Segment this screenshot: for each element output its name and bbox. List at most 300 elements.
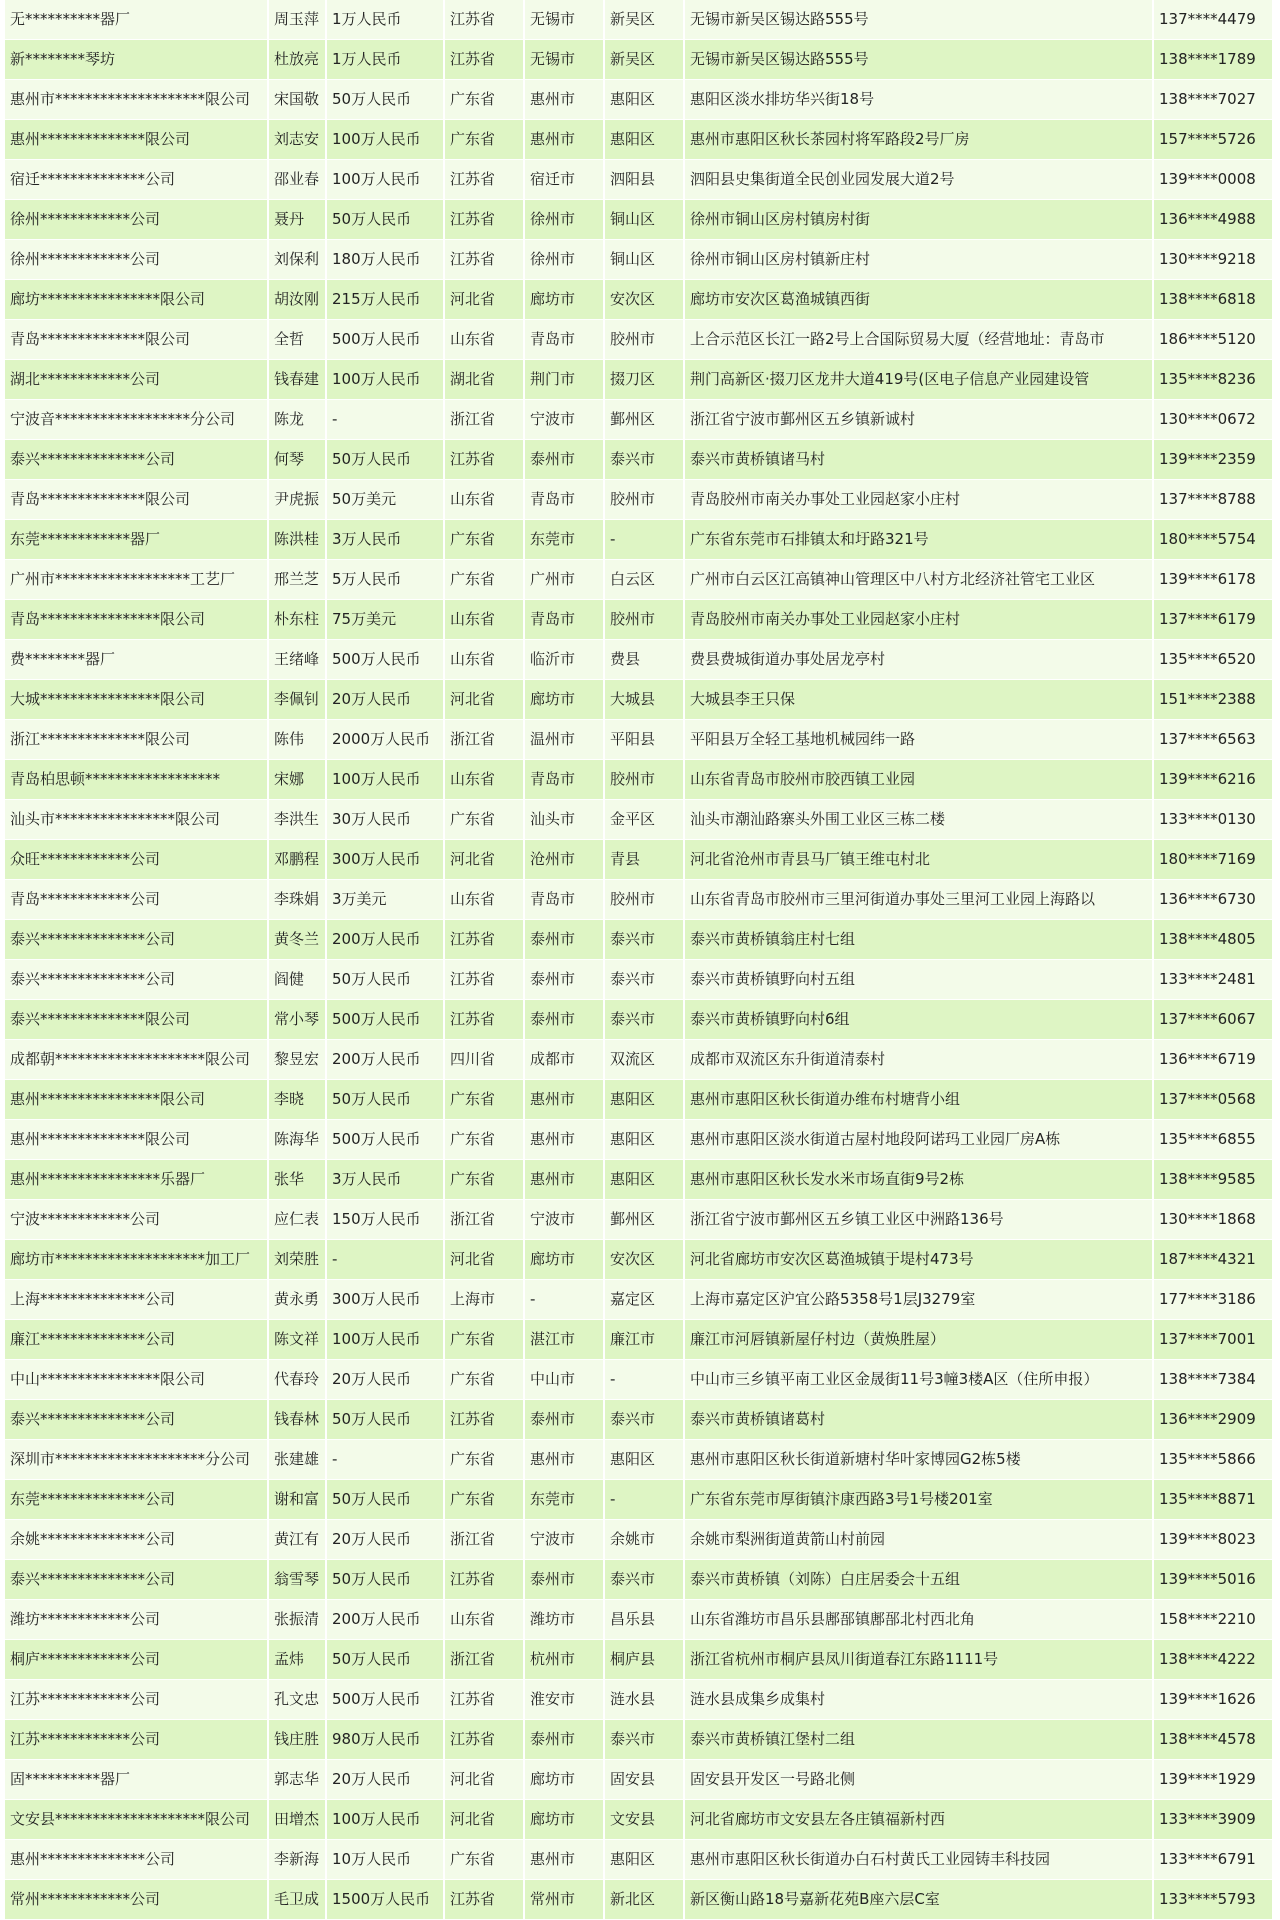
legal-person-cell: 张华 bbox=[268, 1160, 326, 1200]
legal-person-cell: 张建雄 bbox=[268, 1440, 326, 1480]
legal-person-cell: 宋国敬 bbox=[268, 80, 326, 120]
address-cell: 余姚市梨洲街道黄箭山村前园 bbox=[684, 1520, 1153, 1560]
company-name-cell: 泰兴**************限公司 bbox=[5, 1000, 268, 1040]
table-row bbox=[5, 1160, 1273, 1200]
phone-cell: 138****6818 bbox=[1153, 280, 1273, 320]
company-name-cell: 青岛**************限公司 bbox=[5, 480, 268, 520]
city-cell: 廊坊市 bbox=[524, 1760, 604, 1800]
province-cell: 山东省 bbox=[444, 760, 524, 800]
company-name-cell: 廊坊****************限公司 bbox=[5, 280, 268, 320]
district-cell: 胶州市 bbox=[604, 880, 684, 920]
legal-person-cell: 全哲 bbox=[268, 320, 326, 360]
table-row bbox=[5, 360, 1273, 400]
province-cell: 河北省 bbox=[444, 1760, 524, 1800]
phone-cell: 137****6563 bbox=[1153, 720, 1273, 760]
district-cell: 鄞州区 bbox=[604, 1200, 684, 1240]
company-name-cell: 宿迁**************公司 bbox=[5, 160, 268, 200]
district-cell: 泰兴市 bbox=[604, 1400, 684, 1440]
table-row bbox=[5, 1520, 1273, 1560]
registered-capital-cell: 500万人民币 bbox=[326, 1000, 444, 1040]
province-cell: 江苏省 bbox=[444, 920, 524, 960]
registered-capital-cell: 20万人民币 bbox=[326, 1760, 444, 1800]
company-name-cell: 泰兴**************公司 bbox=[5, 920, 268, 960]
phone-cell: 135****8871 bbox=[1153, 1480, 1273, 1520]
phone-cell: 130****0672 bbox=[1153, 400, 1273, 440]
company-name-cell: 江苏************公司 bbox=[5, 1680, 268, 1720]
city-cell: 惠州市 bbox=[524, 1080, 604, 1120]
registered-capital-cell: 1500万人民币 bbox=[326, 1880, 444, 1920]
city-cell: 青岛市 bbox=[524, 880, 604, 920]
city-cell: 徐州市 bbox=[524, 240, 604, 280]
district-cell: 惠阳区 bbox=[604, 120, 684, 160]
address-cell: 费县费城街道办事处居龙亭村 bbox=[684, 640, 1153, 680]
company-name-cell: 上海**************公司 bbox=[5, 1280, 268, 1320]
table-row bbox=[5, 120, 1273, 160]
address-cell: 上合示范区长江一路2号上合国际贸易大厦（经营地址：青岛市 bbox=[684, 320, 1153, 360]
phone-cell: 137****0568 bbox=[1153, 1080, 1273, 1120]
legal-person-cell: 钱庄胜 bbox=[268, 1720, 326, 1760]
province-cell: 广东省 bbox=[444, 1160, 524, 1200]
district-cell: 金平区 bbox=[604, 800, 684, 840]
city-cell: 惠州市 bbox=[524, 1120, 604, 1160]
registered-capital-cell: 20万人民币 bbox=[326, 1360, 444, 1400]
province-cell: 湖北省 bbox=[444, 360, 524, 400]
company-name-cell: 青岛柏思顿****************** bbox=[5, 760, 268, 800]
province-cell: 浙江省 bbox=[444, 1520, 524, 1560]
table-row bbox=[5, 1080, 1273, 1120]
company-name-cell: 惠州市********************限公司 bbox=[5, 80, 268, 120]
city-cell: 泰州市 bbox=[524, 1560, 604, 1600]
phone-cell: 139****5016 bbox=[1153, 1560, 1273, 1600]
registered-capital-cell: 20万人民币 bbox=[326, 1520, 444, 1560]
district-cell: 廉江市 bbox=[604, 1320, 684, 1360]
city-cell: 广州市 bbox=[524, 560, 604, 600]
address-cell: 河北省廊坊市安次区葛渔城镇于堤村473号 bbox=[684, 1240, 1153, 1280]
city-cell: 泰州市 bbox=[524, 440, 604, 480]
province-cell: 河北省 bbox=[444, 840, 524, 880]
province-cell: 广东省 bbox=[444, 800, 524, 840]
company-name-cell: 徐州************公司 bbox=[5, 200, 268, 240]
phone-cell: 139****8023 bbox=[1153, 1520, 1273, 1560]
province-cell: 浙江省 bbox=[444, 400, 524, 440]
province-cell: 河北省 bbox=[444, 680, 524, 720]
address-cell: 泰兴市黄桥镇诸马村 bbox=[684, 440, 1153, 480]
company-name-cell: 无**********器厂 bbox=[5, 0, 268, 40]
address-cell: 泰兴市黄桥镇翁庄村七组 bbox=[684, 920, 1153, 960]
legal-person-cell: 谢和富 bbox=[268, 1480, 326, 1520]
city-cell: 泰州市 bbox=[524, 1000, 604, 1040]
table-row bbox=[5, 1360, 1273, 1400]
city-cell: 泰州市 bbox=[524, 1720, 604, 1760]
province-cell: 广东省 bbox=[444, 1360, 524, 1400]
address-cell: 成都市双流区东升街道清泰村 bbox=[684, 1040, 1153, 1080]
province-cell: 四川省 bbox=[444, 1040, 524, 1080]
phone-cell: 137****8788 bbox=[1153, 480, 1273, 520]
province-cell: 河北省 bbox=[444, 1240, 524, 1280]
legal-person-cell: 应仁表 bbox=[268, 1200, 326, 1240]
phone-cell: 136****6730 bbox=[1153, 880, 1273, 920]
district-cell: 新吴区 bbox=[604, 40, 684, 80]
district-cell: 惠阳区 bbox=[604, 1440, 684, 1480]
city-cell: 湛江市 bbox=[524, 1320, 604, 1360]
district-cell: 昌乐县 bbox=[604, 1600, 684, 1640]
province-cell: 江苏省 bbox=[444, 1000, 524, 1040]
city-cell: 无锡市 bbox=[524, 40, 604, 80]
company-name-cell: 成都朝********************限公司 bbox=[5, 1040, 268, 1080]
phone-cell: 138****4222 bbox=[1153, 1640, 1273, 1680]
district-cell: 费县 bbox=[604, 640, 684, 680]
registered-capital-cell: 3万美元 bbox=[326, 880, 444, 920]
address-cell: 汕头市潮汕路寨头外围工业区三栋二楼 bbox=[684, 800, 1153, 840]
table-row bbox=[5, 1480, 1273, 1520]
registered-capital-cell: 300万人民币 bbox=[326, 840, 444, 880]
district-cell: 固安县 bbox=[604, 1760, 684, 1800]
province-cell: 山东省 bbox=[444, 600, 524, 640]
legal-person-cell: 毛卫成 bbox=[268, 1880, 326, 1920]
address-cell: 广东省东莞市厚街镇汴康西路3号1号楼201室 bbox=[684, 1480, 1153, 1520]
district-cell: 青县 bbox=[604, 840, 684, 880]
phone-cell: 135****6855 bbox=[1153, 1120, 1273, 1160]
address-cell: 中山市三乡镇平南工业区金晟街11号3幢3楼A区（住所申报） bbox=[684, 1360, 1153, 1400]
province-cell: 江苏省 bbox=[444, 1880, 524, 1920]
phone-cell: 133****0130 bbox=[1153, 800, 1273, 840]
table-row bbox=[5, 1400, 1273, 1440]
address-cell: 廉江市河唇镇新屋仔村边（黄焕胜屋） bbox=[684, 1320, 1153, 1360]
legal-person-cell: 朴东柱 bbox=[268, 600, 326, 640]
district-cell: 泰兴市 bbox=[604, 920, 684, 960]
district-cell: 泰兴市 bbox=[604, 960, 684, 1000]
district-cell: 铜山区 bbox=[604, 240, 684, 280]
legal-person-cell: 聂丹 bbox=[268, 200, 326, 240]
registered-capital-cell: 500万人民币 bbox=[326, 320, 444, 360]
legal-person-cell: 尹虎振 bbox=[268, 480, 326, 520]
registered-capital-cell: 50万人民币 bbox=[326, 1560, 444, 1600]
city-cell: 常州市 bbox=[524, 1880, 604, 1920]
district-cell: 涟水县 bbox=[604, 1680, 684, 1720]
address-cell: 平阳县万全轻工基地机械园纬一路 bbox=[684, 720, 1153, 760]
table-row bbox=[5, 960, 1273, 1000]
legal-person-cell: 阎健 bbox=[268, 960, 326, 1000]
address-cell: 山东省潍坊市昌乐县鄌郚镇鄌郚北村西北角 bbox=[684, 1600, 1153, 1640]
address-cell: 大城县李王只保 bbox=[684, 680, 1153, 720]
district-cell: 泰兴市 bbox=[604, 440, 684, 480]
table-row bbox=[5, 720, 1273, 760]
legal-person-cell: 邓鹏程 bbox=[268, 840, 326, 880]
district-cell: 胶州市 bbox=[604, 480, 684, 520]
city-cell: 青岛市 bbox=[524, 320, 604, 360]
address-cell: 惠州市惠阳区秋长街道办白石村黄氏工业园铸丰科技园 bbox=[684, 1840, 1153, 1880]
legal-person-cell: 孟炜 bbox=[268, 1640, 326, 1680]
table-row bbox=[5, 1560, 1273, 1600]
city-cell: 惠州市 bbox=[524, 80, 604, 120]
registered-capital-cell: 20万人民币 bbox=[326, 680, 444, 720]
company-name-cell: 众旺************公司 bbox=[5, 840, 268, 880]
legal-person-cell: 黎昱宏 bbox=[268, 1040, 326, 1080]
city-cell: 惠州市 bbox=[524, 120, 604, 160]
company-name-cell: 桐庐************公司 bbox=[5, 1640, 268, 1680]
legal-person-cell: 刘荣胜 bbox=[268, 1240, 326, 1280]
table-row bbox=[5, 880, 1273, 920]
phone-cell: 180****7169 bbox=[1153, 840, 1273, 880]
phone-cell: 151****2388 bbox=[1153, 680, 1273, 720]
city-cell: 廊坊市 bbox=[524, 280, 604, 320]
province-cell: 江苏省 bbox=[444, 240, 524, 280]
city-cell: 惠州市 bbox=[524, 1160, 604, 1200]
address-cell: 河北省沧州市青县马厂镇王维屯村北 bbox=[684, 840, 1153, 880]
table-row bbox=[5, 520, 1273, 560]
phone-cell: 133****6791 bbox=[1153, 1840, 1273, 1880]
address-cell: 徐州市铜山区房村镇房村街 bbox=[684, 200, 1153, 240]
registered-capital-cell: 100万人民币 bbox=[326, 120, 444, 160]
registered-capital-cell: 500万人民币 bbox=[326, 1680, 444, 1720]
company-name-cell: 徐州************公司 bbox=[5, 240, 268, 280]
company-name-cell: 湖北************公司 bbox=[5, 360, 268, 400]
legal-person-cell: 邵业春 bbox=[268, 160, 326, 200]
table-row bbox=[5, 1440, 1273, 1480]
city-cell: 泰州市 bbox=[524, 960, 604, 1000]
company-name-cell: 费********器厂 bbox=[5, 640, 268, 680]
company-name-cell: 东莞**************公司 bbox=[5, 1480, 268, 1520]
city-cell: 青岛市 bbox=[524, 600, 604, 640]
registered-capital-cell: 3万人民币 bbox=[326, 1160, 444, 1200]
company-name-cell: 青岛**************限公司 bbox=[5, 320, 268, 360]
registered-capital-cell: 150万人民币 bbox=[326, 1200, 444, 1240]
legal-person-cell: 陈文祥 bbox=[268, 1320, 326, 1360]
registered-capital-cell: 50万人民币 bbox=[326, 1480, 444, 1520]
registered-capital-cell: 50万人民币 bbox=[326, 1640, 444, 1680]
legal-person-cell: 黄冬兰 bbox=[268, 920, 326, 960]
address-cell: 浙江省宁波市鄞州区五乡镇工业区中洲路136号 bbox=[684, 1200, 1153, 1240]
registered-capital-cell: 1万人民币 bbox=[326, 40, 444, 80]
province-cell: 广东省 bbox=[444, 120, 524, 160]
legal-person-cell: 李晓 bbox=[268, 1080, 326, 1120]
phone-cell: 133****2481 bbox=[1153, 960, 1273, 1000]
phone-cell: 133****5793 bbox=[1153, 1880, 1273, 1920]
phone-cell: 180****5754 bbox=[1153, 520, 1273, 560]
legal-person-cell: 黄江有 bbox=[268, 1520, 326, 1560]
address-cell: 新区衡山路18号嘉新花苑B座六层C室 bbox=[684, 1880, 1153, 1920]
company-name-cell: 东莞************器厂 bbox=[5, 520, 268, 560]
company-name-cell: 惠州**************限公司 bbox=[5, 1120, 268, 1160]
address-cell: 山东省青岛市胶州市三里河街道办事处三里河工业园上海路以 bbox=[684, 880, 1153, 920]
district-cell: 大城县 bbox=[604, 680, 684, 720]
phone-cell: 130****9218 bbox=[1153, 240, 1273, 280]
company-name-cell: 惠州****************限公司 bbox=[5, 1080, 268, 1120]
legal-person-cell: 孔文忠 bbox=[268, 1680, 326, 1720]
city-cell: 宿迁市 bbox=[524, 160, 604, 200]
company-table bbox=[5, 0, 1274, 1920]
legal-person-cell: 钱春林 bbox=[268, 1400, 326, 1440]
table-row bbox=[5, 1760, 1273, 1800]
registered-capital-cell: 100万人民币 bbox=[326, 1320, 444, 1360]
address-cell: 泰兴市黄桥镇（刘陈）白庄居委会十五组 bbox=[684, 1560, 1153, 1600]
city-cell: 荆门市 bbox=[524, 360, 604, 400]
city-cell: - bbox=[524, 1280, 604, 1320]
district-cell: 掇刀区 bbox=[604, 360, 684, 400]
registered-capital-cell: - bbox=[326, 1440, 444, 1480]
legal-person-cell: 常小琴 bbox=[268, 1000, 326, 1040]
phone-cell: 157****5726 bbox=[1153, 120, 1273, 160]
province-cell: 广东省 bbox=[444, 1840, 524, 1880]
company-name-cell: 青岛****************限公司 bbox=[5, 600, 268, 640]
table-row bbox=[5, 440, 1273, 480]
registered-capital-cell: 180万人民币 bbox=[326, 240, 444, 280]
phone-cell: 139****1929 bbox=[1153, 1760, 1273, 1800]
table-row bbox=[5, 280, 1273, 320]
legal-person-cell: 李珠娟 bbox=[268, 880, 326, 920]
registered-capital-cell: 2000万人民币 bbox=[326, 720, 444, 760]
table-row bbox=[5, 840, 1273, 880]
address-cell: 固安县开发区一号路北侧 bbox=[684, 1760, 1153, 1800]
district-cell: 新吴区 bbox=[604, 0, 684, 40]
table-row bbox=[5, 1680, 1273, 1720]
table-row bbox=[5, 800, 1273, 840]
province-cell: 山东省 bbox=[444, 640, 524, 680]
district-cell: 泰兴市 bbox=[604, 1720, 684, 1760]
company-name-cell: 惠州**************限公司 bbox=[5, 120, 268, 160]
district-cell: 泰兴市 bbox=[604, 1560, 684, 1600]
company-name-cell: 惠州****************乐器厂 bbox=[5, 1160, 268, 1200]
table-row bbox=[5, 640, 1273, 680]
table-row bbox=[5, 1120, 1273, 1160]
province-cell: 广东省 bbox=[444, 560, 524, 600]
phone-cell: 136****6719 bbox=[1153, 1040, 1273, 1080]
address-cell: 泰兴市黄桥镇野向村五组 bbox=[684, 960, 1153, 1000]
registered-capital-cell: 215万人民币 bbox=[326, 280, 444, 320]
company-name-cell: 常州************公司 bbox=[5, 1880, 268, 1920]
legal-person-cell: 宋娜 bbox=[268, 760, 326, 800]
district-cell: - bbox=[604, 1480, 684, 1520]
registered-capital-cell: 3万人民币 bbox=[326, 520, 444, 560]
district-cell: 安次区 bbox=[604, 280, 684, 320]
province-cell: 江苏省 bbox=[444, 1720, 524, 1760]
district-cell: 鄞州区 bbox=[604, 400, 684, 440]
legal-person-cell: 陈海华 bbox=[268, 1120, 326, 1160]
registered-capital-cell: 500万人民币 bbox=[326, 1120, 444, 1160]
phone-cell: 187****4321 bbox=[1153, 1240, 1273, 1280]
table-row bbox=[5, 1880, 1273, 1920]
legal-person-cell: 李洪生 bbox=[268, 800, 326, 840]
company-name-cell: 大城****************限公司 bbox=[5, 680, 268, 720]
table-row bbox=[5, 920, 1273, 960]
legal-person-cell: 黄永勇 bbox=[268, 1280, 326, 1320]
province-cell: 浙江省 bbox=[444, 720, 524, 760]
company-name-cell: 余姚**************公司 bbox=[5, 1520, 268, 1560]
address-cell: 泰兴市黄桥镇野向村6组 bbox=[684, 1000, 1153, 1040]
registered-capital-cell: 300万人民币 bbox=[326, 1280, 444, 1320]
district-cell: 白云区 bbox=[604, 560, 684, 600]
legal-person-cell: 陈伟 bbox=[268, 720, 326, 760]
city-cell: 中山市 bbox=[524, 1360, 604, 1400]
city-cell: 青岛市 bbox=[524, 760, 604, 800]
province-cell: 江苏省 bbox=[444, 440, 524, 480]
registered-capital-cell: 50万人民币 bbox=[326, 440, 444, 480]
phone-cell: 136****2909 bbox=[1153, 1400, 1273, 1440]
table-row bbox=[5, 240, 1273, 280]
address-cell: 涟水县成集乡成集村 bbox=[684, 1680, 1153, 1720]
city-cell: 淮安市 bbox=[524, 1680, 604, 1720]
district-cell: - bbox=[604, 520, 684, 560]
table-row bbox=[5, 1000, 1273, 1040]
table-row bbox=[5, 200, 1273, 240]
district-cell: 胶州市 bbox=[604, 760, 684, 800]
table-row bbox=[5, 160, 1273, 200]
province-cell: 浙江省 bbox=[444, 1640, 524, 1680]
address-cell: 青岛胶州市南关办事处工业园赵家小庄村 bbox=[684, 480, 1153, 520]
address-cell: 泰兴市黄桥镇诸葛村 bbox=[684, 1400, 1153, 1440]
province-cell: 江苏省 bbox=[444, 1680, 524, 1720]
phone-cell: 139****6178 bbox=[1153, 560, 1273, 600]
province-cell: 广东省 bbox=[444, 80, 524, 120]
phone-cell: 130****1868 bbox=[1153, 1200, 1273, 1240]
address-cell: 徐州市铜山区房村镇新庄村 bbox=[684, 240, 1153, 280]
phone-cell: 137****6179 bbox=[1153, 600, 1273, 640]
company-name-cell: 固**********器厂 bbox=[5, 1760, 268, 1800]
company-name-cell: 中山****************限公司 bbox=[5, 1360, 268, 1400]
company-name-cell: 泰兴**************公司 bbox=[5, 1560, 268, 1600]
registered-capital-cell: 200万人民币 bbox=[326, 1600, 444, 1640]
phone-cell: 138****4578 bbox=[1153, 1720, 1273, 1760]
company-name-cell: 泰兴**************公司 bbox=[5, 440, 268, 480]
legal-person-cell: 何琴 bbox=[268, 440, 326, 480]
address-cell: 惠州市惠阳区秋长茶园村将军路段2号厂房 bbox=[684, 120, 1153, 160]
district-cell: - bbox=[604, 1360, 684, 1400]
legal-person-cell: 李新海 bbox=[268, 1840, 326, 1880]
legal-person-cell: 刘保利 bbox=[268, 240, 326, 280]
province-cell: 山东省 bbox=[444, 880, 524, 920]
address-cell: 无锡市新吴区锡达路555号 bbox=[684, 40, 1153, 80]
legal-person-cell: 陈龙 bbox=[268, 400, 326, 440]
phone-cell: 138****7027 bbox=[1153, 80, 1273, 120]
district-cell: 惠阳区 bbox=[604, 1840, 684, 1880]
city-cell: 温州市 bbox=[524, 720, 604, 760]
company-name-cell: 新********琴坊 bbox=[5, 40, 268, 80]
table-row bbox=[5, 400, 1273, 440]
phone-cell: 186****5120 bbox=[1153, 320, 1273, 360]
address-cell: 惠州市惠阳区秋长街道办维布村塘背小组 bbox=[684, 1080, 1153, 1120]
registered-capital-cell: - bbox=[326, 1240, 444, 1280]
city-cell: 宁波市 bbox=[524, 1200, 604, 1240]
registered-capital-cell: 5万人民币 bbox=[326, 560, 444, 600]
city-cell: 惠州市 bbox=[524, 1440, 604, 1480]
district-cell: 余姚市 bbox=[604, 1520, 684, 1560]
city-cell: 泰州市 bbox=[524, 920, 604, 960]
city-cell: 泰州市 bbox=[524, 1400, 604, 1440]
table-row bbox=[5, 1640, 1273, 1680]
registered-capital-cell: 200万人民币 bbox=[326, 1040, 444, 1080]
address-cell: 泗阳县史集街道全民创业园发展大道2号 bbox=[684, 160, 1153, 200]
district-cell: 惠阳区 bbox=[604, 1160, 684, 1200]
phone-cell: 135****5866 bbox=[1153, 1440, 1273, 1480]
company-name-cell: 青岛************公司 bbox=[5, 880, 268, 920]
province-cell: 山东省 bbox=[444, 480, 524, 520]
registered-capital-cell: 50万美元 bbox=[326, 480, 444, 520]
legal-person-cell: 田增杰 bbox=[268, 1800, 326, 1840]
table-row bbox=[5, 1840, 1273, 1880]
province-cell: 山东省 bbox=[444, 1600, 524, 1640]
registered-capital-cell: 980万人民币 bbox=[326, 1720, 444, 1760]
phone-cell: 135****8236 bbox=[1153, 360, 1273, 400]
phone-cell: 158****2210 bbox=[1153, 1600, 1273, 1640]
district-cell: 嘉定区 bbox=[604, 1280, 684, 1320]
legal-person-cell: 王绪峰 bbox=[268, 640, 326, 680]
table-row bbox=[5, 1800, 1273, 1840]
city-cell: 青岛市 bbox=[524, 480, 604, 520]
legal-person-cell: 胡汝刚 bbox=[268, 280, 326, 320]
company-name-cell: 廉江**************公司 bbox=[5, 1320, 268, 1360]
district-cell: 惠阳区 bbox=[604, 80, 684, 120]
table-row bbox=[5, 40, 1273, 80]
